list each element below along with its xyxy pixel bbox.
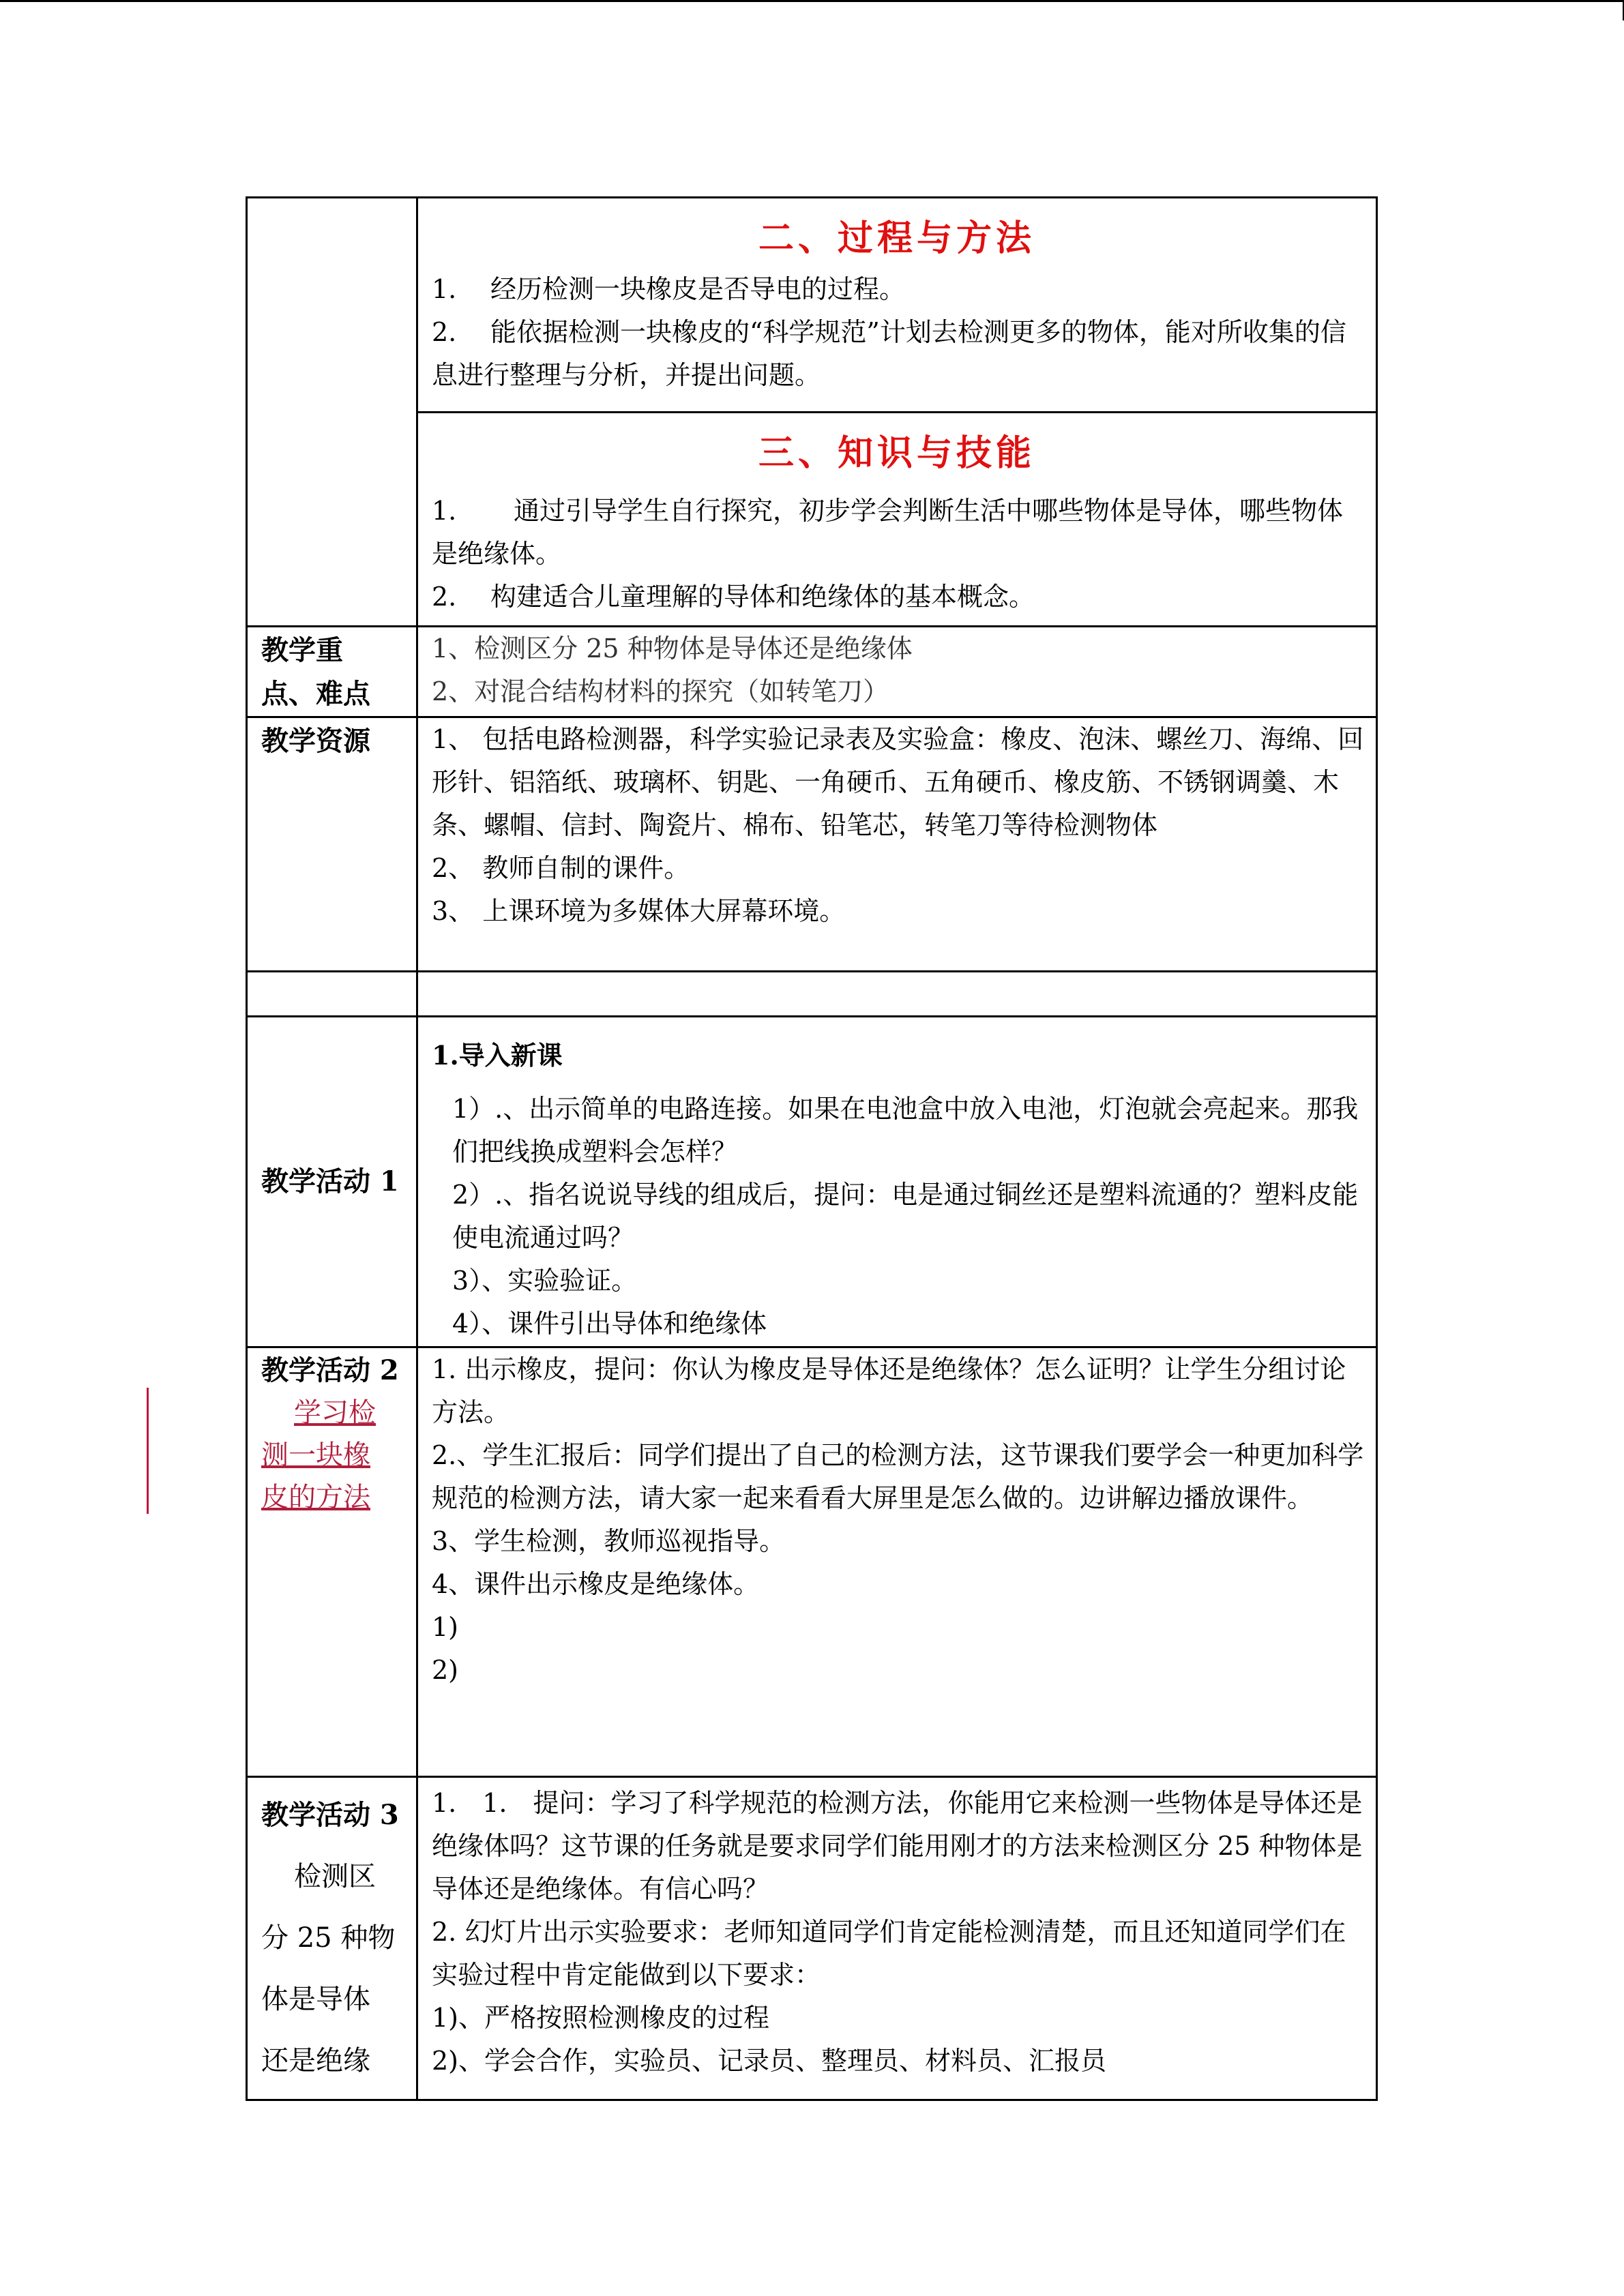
activity-3-sublabel: 分 25 种物 xyxy=(261,1922,396,1954)
activity-3-content-cell xyxy=(417,1777,1377,2100)
knowledge-skills-list xyxy=(418,479,1376,618)
activity-3-label: 教学活动 3 xyxy=(261,1799,399,1831)
list-item: 2) xyxy=(432,1655,459,1685)
focus-label-cell xyxy=(247,627,417,717)
resources-label-cell xyxy=(247,717,417,972)
row-process-method xyxy=(247,198,1377,413)
list-item: 3、学生检测，教师巡视指导。 xyxy=(432,1526,786,1556)
list-item: 1) xyxy=(432,1612,459,1642)
activity-3-sublabel: 检测区 xyxy=(294,1861,376,1892)
resources-content-cell xyxy=(417,717,1377,972)
list-item: 2、对混合结构材料的探究（如转笔刀） xyxy=(432,676,889,706)
list-item: 1. 1. 提问：学习了科学规范的检测方法，你能用它来检测一些物体是导体还是绝缘体吗？这节课的任务就是要求同学们能用刚才的方法来检测区分 25 种物体是导体还是绝缘体。有信心吗？ xyxy=(432,1788,1363,1904)
activity-1-label: 教学活动 1 xyxy=(261,1165,399,1197)
list-item: 2）.、指名说说导线的组成后，提问：电是通过铜丝还是塑料流通的？塑料皮能使电流通过吗？ xyxy=(452,1180,1359,1253)
activity-2-label-cell xyxy=(247,1347,417,1777)
list-item: 4、课件出示橡皮是绝缘体。 xyxy=(432,1569,760,1599)
list-item: 1、 包括电路检测器，科学实验记录表及实验盒：橡皮、泡沫、螺丝刀、海绵、回形针、铝箔纸、玻璃杯、钥匙、一角硬币、五角硬币、橡皮筋、不锈钢调羹、木条、螺帽、信封、陶瓷片、棉布、铅笔芯，转笔刀等待检测物体 xyxy=(432,724,1364,840)
activity-2-sublabel[interactable]: 测一块橡 xyxy=(261,1440,370,1471)
activity-2-sublabel[interactable]: 学习检 xyxy=(294,1397,376,1429)
process-method-cell xyxy=(417,198,1377,413)
list-item: 2、 教师自制的课件。 xyxy=(432,853,690,883)
list-item: 2. 构建适合儿童理解的导体和绝缘体的基本概念。 xyxy=(432,582,1035,612)
list-item: 1、检测区分 25 种物体是导体还是绝缘体 xyxy=(432,633,913,664)
row-activity-3 xyxy=(247,1777,1377,2100)
row-activity-2 xyxy=(247,1347,1377,1777)
empty-cell xyxy=(417,972,1377,1017)
focus-content-cell xyxy=(417,627,1377,717)
row-resources xyxy=(247,717,1377,972)
list-item: 2. 能依据检测一块橡皮的“科学规范”计划去检测更多的物体，能对所收集的信息进行整理与分析，并提出问题。 xyxy=(432,317,1346,390)
section-title-knowledge-skills: 三、知识与技能 xyxy=(758,432,1035,474)
activity-2-content-cell xyxy=(417,1347,1377,1777)
objectives-label-cell xyxy=(247,198,417,627)
activity-3-label-cell xyxy=(247,1777,417,2100)
empty-cell xyxy=(247,972,417,1017)
list-item: 3）、实验验证。 xyxy=(452,1266,638,1296)
list-item: 1)、严格按照检测橡皮的过程 xyxy=(432,2003,770,2033)
list-item: 1. 经历检测一块橡皮是否导电的过程。 xyxy=(432,274,906,304)
row-focus xyxy=(247,627,1377,717)
knowledge-skills-cell xyxy=(417,413,1377,627)
list-item: 3、 上课环境为多媒体大屏幕环境。 xyxy=(432,896,846,926)
process-method-list xyxy=(418,264,1376,397)
list-item: 2)、学会合作，实验员、记录员、整理员、材料员、汇报员 xyxy=(432,2046,1107,2076)
row-activity-1 xyxy=(247,1017,1377,1347)
activity-3-sublabel: 还是绝缘 xyxy=(261,2045,370,2076)
focus-label: 教学重 xyxy=(261,634,343,666)
activity-1-label-cell xyxy=(247,1017,417,1347)
list-item: 4）、课件引出导体和绝缘体 xyxy=(452,1309,767,1339)
page-top-border xyxy=(0,0,1624,2)
list-item: 1. 通过引导学生自行探究，初步学会判断生活中哪些物体是导体，哪些物体是绝缘体。 xyxy=(432,496,1344,569)
activity-1-title: 1.导入新课 xyxy=(432,1040,563,1071)
activity-3-sublabel: 体是导体 xyxy=(261,1984,370,2015)
lesson-plan-table xyxy=(246,196,1378,2101)
list-item: 1. 出示橡皮，提问：你认为橡皮是导体还是绝缘体？怎么证明？让学生分组讨论方法。 xyxy=(432,1354,1346,1427)
list-item: 1）.、出示简单的电路连接。如果在电池盒中放入电池，灯泡就会亮起来。那我们把线换成塑料会怎样？ xyxy=(452,1094,1359,1167)
list-item: 2. 幻灯片出示实验要求：老师知道同学们肯定能检测清楚，而且还知道同学们在实验过程中肯定能做到以下要求： xyxy=(432,1917,1346,1990)
activity-1-content-cell xyxy=(417,1017,1377,1347)
revision-bar xyxy=(147,1388,149,1514)
activity-2-sublabel[interactable]: 皮的方法 xyxy=(261,1482,370,1513)
row-empty xyxy=(247,972,1377,1017)
activity-2-label: 教学活动 2 xyxy=(261,1354,399,1386)
section-title-process-method: 二、过程与方法 xyxy=(758,218,1035,259)
focus-label-2: 点、难点 xyxy=(261,678,370,710)
list-item: 2.、学生汇报后：同学们提出了自己的检测方法，这节课我们要学会一种更加科学规范的检测方法，请大家一起来看看大屏里是怎么做的。边讲解边播放课件。 xyxy=(432,1440,1364,1513)
resources-label: 教学资源 xyxy=(261,725,370,757)
